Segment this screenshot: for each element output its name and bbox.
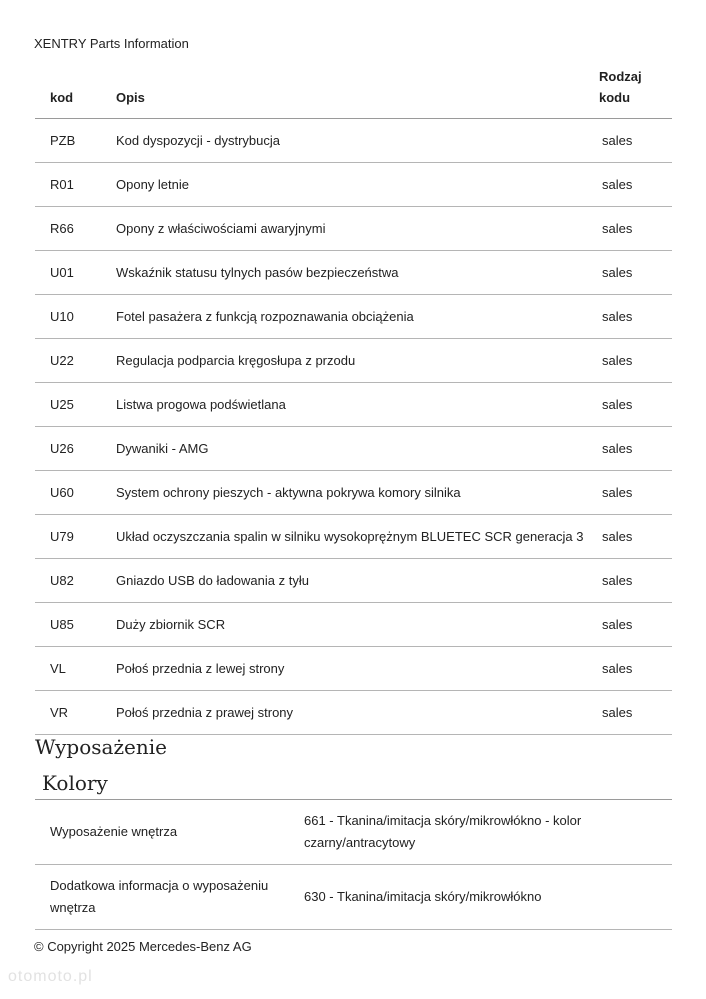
table-row bbox=[35, 427, 672, 471]
code-cell: R01 bbox=[35, 163, 116, 207]
column-header-type-line1: Rodzaj bbox=[599, 69, 642, 84]
equipment-value: 661 - Tkanina/imitacja skóry/mikrowłókno - kolor czarny/antracytowy bbox=[304, 800, 672, 865]
table-row bbox=[35, 383, 672, 427]
description-cell: System ochrony pieszych - aktywna pokrywa komory silnika bbox=[116, 471, 599, 515]
table-row bbox=[35, 691, 672, 735]
column-header-type bbox=[599, 66, 672, 119]
type-cell: sales bbox=[599, 295, 672, 339]
code-cell: U22 bbox=[35, 339, 116, 383]
description-cell: Fotel pasażera z funkcją rozpoznawania obciążenia bbox=[116, 295, 599, 339]
description-cell: Duży zbiornik SCR bbox=[116, 603, 599, 647]
equipment-label: Wyposażenie wnętrza bbox=[35, 800, 304, 865]
watermark: otomoto.pl bbox=[8, 968, 93, 985]
type-cell: sales bbox=[599, 163, 672, 207]
type-cell: sales bbox=[599, 515, 672, 559]
description-cell: Opony letnie bbox=[116, 163, 599, 207]
description-cell: Połoś przednia z prawej strony bbox=[116, 691, 599, 735]
code-cell: U01 bbox=[35, 251, 116, 295]
type-cell: sales bbox=[599, 251, 672, 295]
column-header-type-line2: kodu bbox=[599, 90, 631, 105]
table-row bbox=[35, 251, 672, 295]
table-row bbox=[35, 800, 672, 865]
code-cell: PZB bbox=[35, 119, 116, 163]
description-cell: Listwa progowa podświetlana bbox=[116, 383, 599, 427]
type-cell: sales bbox=[599, 119, 672, 163]
type-cell: sales bbox=[599, 647, 672, 691]
type-cell: sales bbox=[599, 427, 672, 471]
description-cell: Gniazdo USB do ładowania z tyłu bbox=[116, 559, 599, 603]
type-cell: sales bbox=[599, 603, 672, 647]
type-cell: sales bbox=[599, 383, 672, 427]
description-cell: Wskaźnik statusu tylnych pasów bezpieczeństwa bbox=[116, 251, 599, 295]
code-cell: U10 bbox=[35, 295, 116, 339]
description-cell: Regulacja podparcia kręgosłupa z przodu bbox=[116, 339, 599, 383]
table-row bbox=[35, 119, 672, 163]
table-row bbox=[35, 603, 672, 647]
type-cell: sales bbox=[599, 207, 672, 251]
code-cell: U60 bbox=[35, 471, 116, 515]
code-cell: R66 bbox=[35, 207, 116, 251]
code-cell: U25 bbox=[35, 383, 116, 427]
equipment-heading: Wyposażenie bbox=[35, 735, 167, 759]
code-cell: VL bbox=[35, 647, 116, 691]
type-cell: sales bbox=[599, 471, 672, 515]
copyright-footer: © Copyright 2025 Mercedes-Benz AG bbox=[34, 939, 252, 954]
column-header-description: Opis bbox=[116, 66, 599, 119]
codes-table-header bbox=[35, 66, 672, 119]
table-row bbox=[35, 471, 672, 515]
table-row bbox=[35, 339, 672, 383]
type-cell: sales bbox=[599, 691, 672, 735]
description-cell: Kod dyspozycji - dystrybucja bbox=[116, 119, 599, 163]
equipment-value: 630 - Tkanina/imitacja skóry/mikrowłókno bbox=[304, 865, 672, 930]
description-cell: Układ oczyszczania spalin w silniku wysokoprężnym BLUETEC SCR generacja 3 bbox=[116, 515, 599, 559]
equipment-label: Dodatkowa informacja o wyposażeniu wnętrza bbox=[35, 865, 304, 930]
column-header-code: kod bbox=[35, 66, 116, 119]
colors-heading: Kolory bbox=[42, 771, 108, 795]
code-cell: U79 bbox=[35, 515, 116, 559]
code-cell: VR bbox=[35, 691, 116, 735]
table-row bbox=[35, 647, 672, 691]
table-row bbox=[35, 515, 672, 559]
equipment-table bbox=[35, 799, 672, 930]
table-row bbox=[35, 163, 672, 207]
type-cell: sales bbox=[599, 559, 672, 603]
code-cell: U85 bbox=[35, 603, 116, 647]
code-cell: U26 bbox=[35, 427, 116, 471]
code-cell: U82 bbox=[35, 559, 116, 603]
type-cell: sales bbox=[599, 339, 672, 383]
description-cell: Opony z właściwościami awaryjnymi bbox=[116, 207, 599, 251]
page-header: XENTRY Parts Information bbox=[34, 36, 189, 51]
table-row bbox=[35, 295, 672, 339]
description-cell: Połoś przednia z lewej strony bbox=[116, 647, 599, 691]
table-row bbox=[35, 865, 672, 930]
description-cell: Dywaniki - AMG bbox=[116, 427, 599, 471]
codes-table bbox=[35, 66, 672, 735]
table-row bbox=[35, 207, 672, 251]
table-row bbox=[35, 559, 672, 603]
